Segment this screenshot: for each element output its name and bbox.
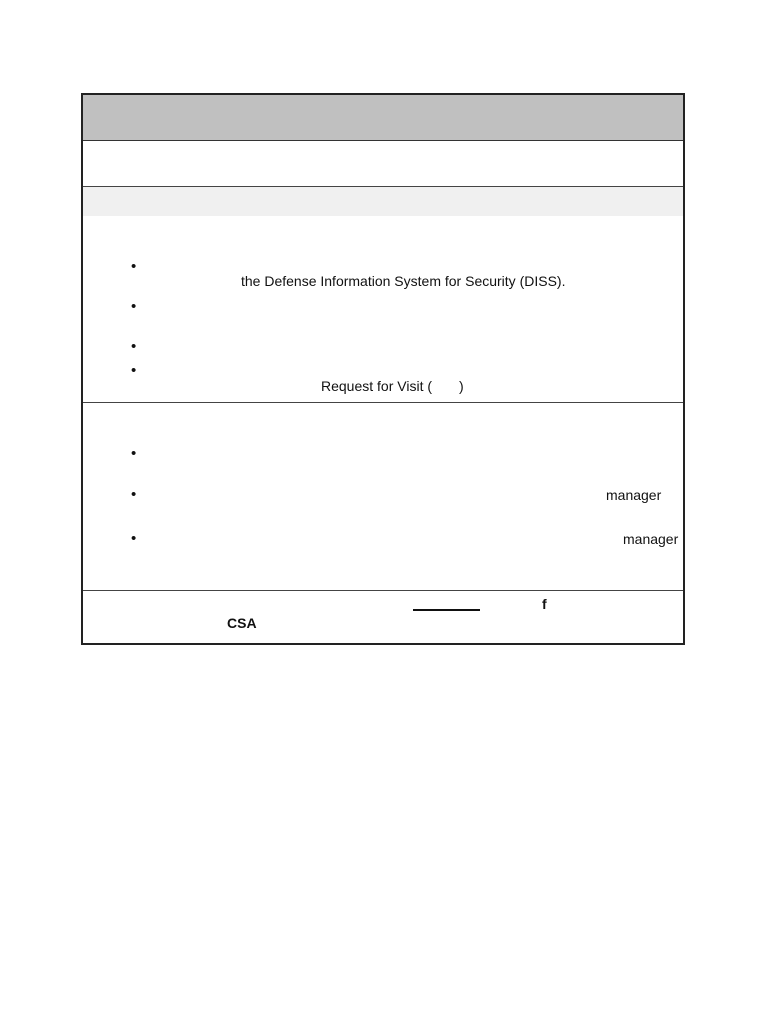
blank-row — [83, 141, 683, 187]
bullet-point: • — [131, 530, 137, 547]
bullet-point: • — [131, 298, 137, 315]
footer-letter: f — [542, 596, 547, 612]
form-table — [81, 93, 685, 645]
signature-footer-row — [83, 591, 683, 643]
bullet-point: • — [131, 445, 137, 462]
bullet-point: • — [131, 362, 137, 379]
manager-requirements-section — [83, 403, 683, 591]
diss-text: the Defense Information System for Security (DISS). — [241, 273, 566, 289]
bullet-point: • — [131, 338, 137, 355]
request-for-visit-text: Request for Visit ( — [321, 378, 433, 394]
manager-text: manager — [623, 531, 679, 547]
bullet-point: • — [131, 486, 137, 503]
csa-label: CSA — [227, 615, 257, 631]
request-for-visit-close-paren: ) — [459, 378, 464, 394]
bullet-point: • — [131, 258, 137, 275]
manager-text: manager — [606, 487, 662, 503]
signature-underline — [413, 609, 480, 611]
table-header-row — [83, 95, 683, 141]
section-subheader-row — [83, 187, 683, 216]
access-requirements-section — [83, 216, 683, 403]
